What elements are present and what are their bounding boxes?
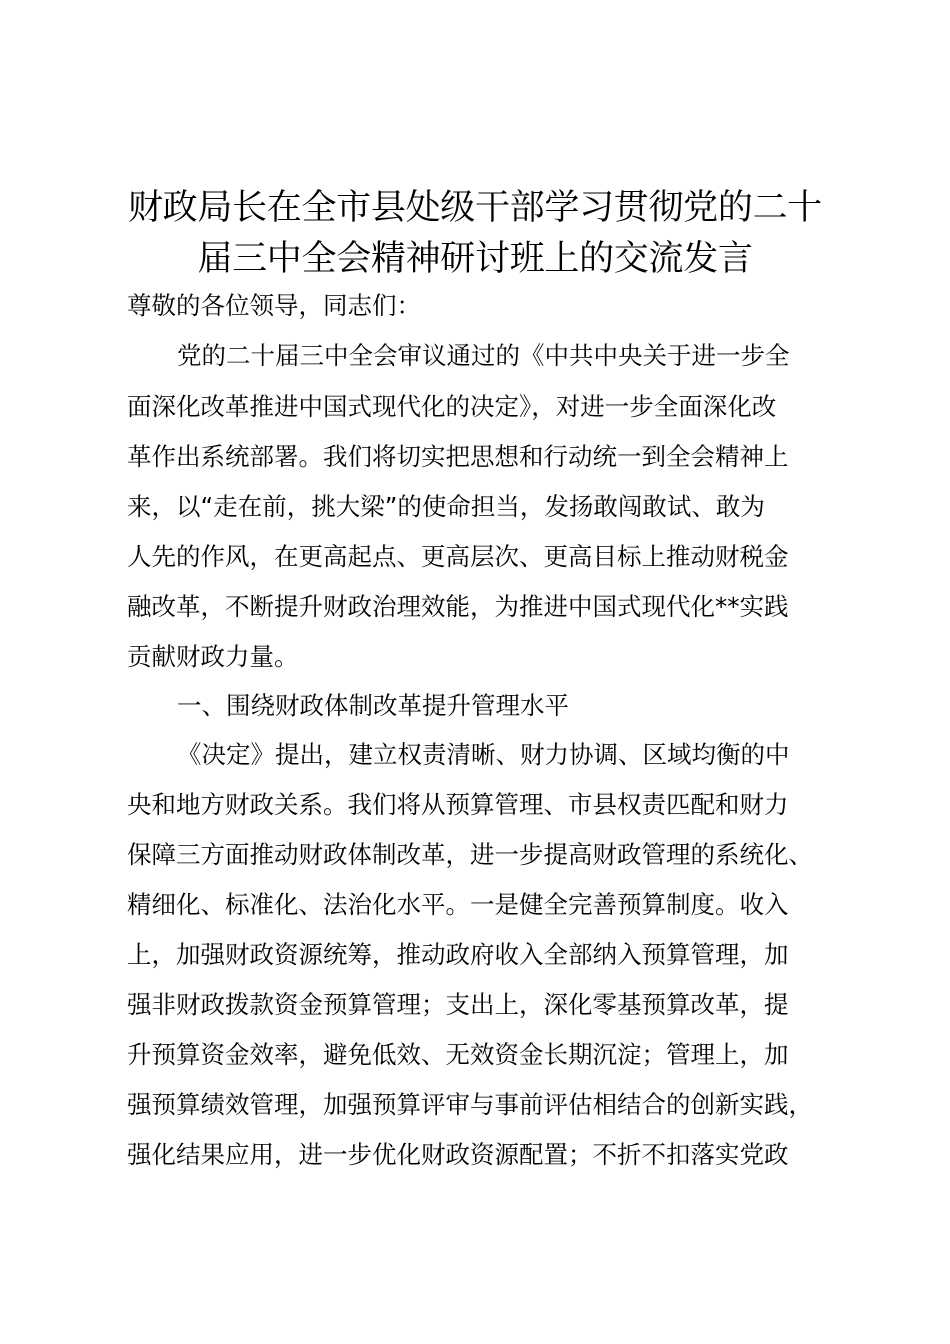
paragraph-2-line: 强化结果应用，进一步优化财政资源配置；不折不扣落实党政 [127,1140,789,1169]
paragraph-2-line: 保障三方面推动财政体制改革，进一步提高财政管理的系统化、 [127,840,813,869]
document-title-line-1: 财政局长在全市县处级干部学习贯彻党的二十 [127,188,822,228]
paragraph-1-line: 融改革，不断提升财政治理效能，为推进中国式现代化**实践 [127,592,789,621]
paragraph-1-line: 面深化改革推进中国式现代化的决定》，对进一步全面深化改 [127,392,777,421]
section-heading: 一、围绕财政体制改革提升管理水平 [177,691,569,720]
paragraph-2-line: 精细化、标准化、法治化水平。一是健全完善预算制度。收入 [127,890,789,919]
paragraph-1-line: 党的二十届三中全会审议通过的《中共中央关于进一步全 [177,341,790,370]
paragraph-1-line: 贡献财政力量。 [127,642,299,671]
paragraph-2-line: 上，加强财政资源统筹，推动政府收入全部纳入预算管理，加 [127,940,789,969]
paragraph-2-line: 《决定》提出，建立权责清晰、财力协调、区域均衡的中 [177,740,790,769]
paragraph-2-line: 强预算绩效管理，加强预算评审与事前评估相结合的创新实践， [127,1090,813,1119]
paragraph-1-line: 来，以“走在前，挑大梁”的使命担当，发扬敢闯敢试、敢为 [127,492,765,521]
salutation: 尊敬的各位领导，同志们： [127,291,421,320]
paragraph-2-line: 升预算资金效率，避免低效、无效资金长期沉淀；管理上，加 [127,1040,789,1069]
document-title-line-2: 届三中全会精神研讨班上的交流发言 [197,239,753,279]
paragraph-1-line: 人先的作风，在更高起点、更高层次、更高目标上推动财税金 [127,542,789,571]
paragraph-2-line: 央和地方财政关系。我们将从预算管理、市县权责匹配和财力 [127,790,789,819]
paragraph-1-line: 革作出系统部署。我们将切实把思想和行动统一到全会精神上 [127,442,789,471]
paragraph-2-line: 强非财政拨款资金预算管理；支出上，深化零基预算改革，提 [127,990,789,1019]
